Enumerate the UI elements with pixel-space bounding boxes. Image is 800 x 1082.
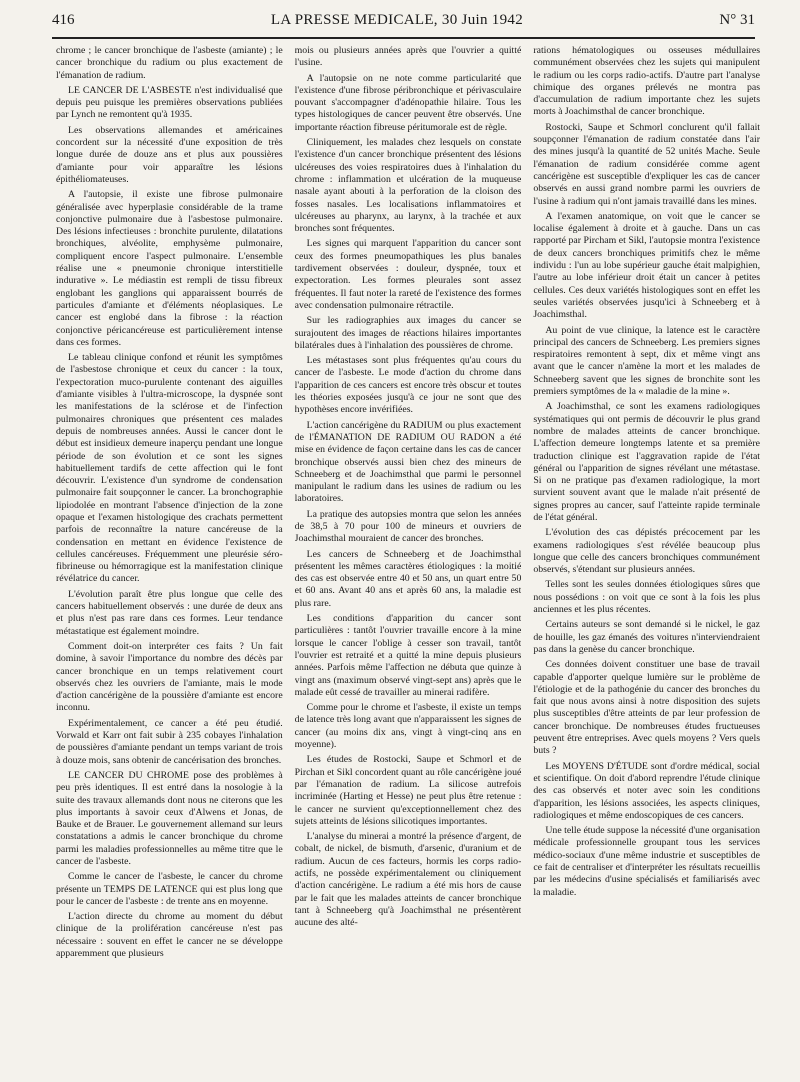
paragraph: Sur les radiographies aux images du cancer se surajoutent des images de réactions hilaires importantes bilatérales dues à l'inhalation des poussières de chrome. [294,315,522,351]
page-number: 416 [52,12,75,28]
paragraph: A l'autopsie, il existe une fibrose pulmonaire généralisée avec hyperplasie considérable de la trame conjonctive pulmonaire due à l'asbestose pulmonaire. Des lésions infectieuses : bronchite purulente, dilatations bronchiques, alvéolite, emphysème pulmonaire, compliquent encore l'aspect pulmonaire. L'ensemble réalise une « pneumonie chronique interstitielle indurative ». Le médiastin est rempli de tissu fibreux englobant les ganglions qui apparaissent bourrés de particules d'amiante et d'éléments néoplasiques. Le cancer est englobé dans la fibrose : la réaction conjonctive péricancéreuse est particulièrement intense dans ces formes. [56,189,283,348]
paragraph: Les métastases sont plus fréquentes qu'au cours du cancer de l'asbeste. Le mode d'action du chrome dans l'apparition de ces cancers est encore très obscur et toutes les théories exposées jusqu'à ce jour ne sont que des hypothèses encore invérifiées. [294,355,522,416]
article-body [56,45,760,1042]
paragraph: Telles sont les seules données étiologiques sûres que nous possédions : on voit que ce sont à la fois les plus anciennes et les plus récentes. [533,579,761,616]
paragraph: L'action cancérigène du RADIUM ou plus exactement de l'ÉMANATION DE RADIUM OU RADON a été mise en évidence de façon certaine dans les cas de cancer bronchique observés aussi bien chez des mineurs de Schneeberg et de Joachimsthal que parmi le personnel manipulant le radium dans les usines de radium ou les laboratoires. [294,419,522,505]
paragraph: Les signes qui marquent l'apparition du cancer sont ceux des formes pneumopathiques les plus banales tardivement observées : douleur, dyspnée, toux et expectoration. Les formes pleurales sont assez fréquentes. Il faut noter la rareté de l'existence des formes avec condensation pulmonaire rétractile. [294,238,522,311]
paragraph: Rostocki, Saupe et Schmorl conclurent qu'il fallait soupçonner l'émanation de radium constatée dans l'air des mines jusqu'à la quantité de 52 unités Mache. Seule l'émanation de radium considérée comme agent cancérigène est susceptible d'expliquer les cas de cancer observés en aussi grand nombre parmi les ouvriers de l'usine à radium qui n'ont jamais travaillé dans les mines. [533,121,761,207]
paragraph: Les conditions d'apparition du cancer sont particulières : tantôt l'ouvrier travaille encore à la mine lorsque le cancer l'oblige à cesser son travail, tantôt l'ouvrier est retraité et a quitté la mine depuis plusieurs années. Parfois même l'affection ne débuta que quinze à vingt ans (maximum observé vingt-sept ans) après que le malade eût cessé de travailler au minerai radifère. [294,613,522,698]
paragraph: Les cancers de Schneeberg et de Joachimsthal présentent les mêmes caractères étiologiques : la moitié des cas est observée entre 40 et 50 ans, un quart entre 50 et 60 ans. Avant 40 ans et après 60 ans, la maladie est plus rare. [294,548,522,609]
paragraph: La pratique des autopsies montra que selon les années de 38,5 à 70 pour 100 de mineurs et ouvriers de Joachimsthal mouraient de cancer des bronches. [294,508,522,545]
paragraph: Le tableau clinique confond et réunit les symptômes de l'asbestose chronique et ceux du cancer : la toux, l'expectoration muco-purulente contenant des aiguilles d'amiante visibles à l'ultra-microscope, la dyspnée sont les manifestations de la sclérose et de l'infection pulmonaires chroniques que présentent ces malades depuis de nombreuses années. Aussi le cancer dont le début est insidieux demeure inaperçu pendant une longue période de son évolution et ce sont les signes habituellement tardifs de cette affection qui le font découvrir. L'existence d'un syndrome de condensation pulmonaire fait soupçonner le cancer. La bronchographie lipiodolée en montrant l'absence d'injection de la zone opaque et l'examen histologique des crachats permettent parfois de reconnaître la nature cancéreuse de la condensation en mettant en évidence l'existence de cellules cancéreuses. Fréquemment une pleurésie séro-fibrineuse ou hémorragique est la manifestation clinique révélatrice du cancer. [56,352,283,585]
paragraph: Au point de vue clinique, la latence est le caractère principal des cancers de Schneeberg. Les premiers signes respiratoires remontent à sept, dix et même vingt ans avant que le cancer n'amène la mort et les malades de Schneeberg savent que les signes de bronchite sont les premiers symptômes de la « maladie de la mine ». [533,324,761,398]
paragraph: L'évolution des cas dépistés précocement par les examens radiologiques s'est révélée beaucoup plus longue que celle des cancers bronchiques communément observés, s'étendant sur plusieurs années. [533,527,761,576]
column-3 [533,45,760,1042]
journal-title: LA PRESSE MEDICALE, 30 Juin 1942 [270,12,524,28]
paragraph: Certains auteurs se sont demandé si le nickel, le gaz de houille, les gaz émanés des voitures n'interviendraient pas dans la genèse du cancer bronchique. [533,619,761,655]
issue-number: N° 31 [719,12,755,28]
paragraph: Les MOYENS D'ÉTUDE sont d'ordre médical, social et scientifique. On doit d'abord reprendre l'étude clinique des cas observés et noter avec soin les conditions d'apparition, les lésions associées, les aspects cliniques, radiologiques et même endoscopiques de ces cancers. [533,760,761,821]
column-1 [56,45,283,1042]
paragraph: rations hématologiques ou osseuses médullaires communément observées chez les sujets qui manipulent le radium ou les corps radio-actifs. D'autre part l'analyse chimique des organes prélevés ne montra pas d'accumulation de radium importante chez les sujets morts à Joachimsthal de cancer bronchique. [533,45,761,118]
header-rule [52,37,755,39]
paragraph: Comment doit-on interpréter ces faits ? Un fait domine, à savoir l'importance du nombre des décès par cancer bronchique en un temps relativement court observés chez les ouvriers de l'amiante, mais le mode d'action cancérigène de la poussière d'amiante est encore inconnu. [56,640,283,714]
paragraph: Comme le cancer de l'asbeste, le cancer du chrome présente un TEMPS DE LATENCE qui est plus long que pour le cancer de l'asbeste : de trente ans en moyenne. [56,871,283,907]
paragraph: L'action directe du chrome au moment du début clinique de la prolifération cancéreuse n'est pas nécessaire : souvent en effet le cancer ne se développe apparemment que plusieurs [56,911,283,960]
paragraph: LE CANCER DE L'ASBESTE n'est individualisé que depuis peu puisque les premières observations publiées par Lynch ne remontent qu'à 1935. [56,84,283,121]
paragraph: A l'autopsie on ne note comme particularité que l'existence d'une fibrose péribronchique et périvasculaire pouvant s'accompagner d'adénopathie hilaire. Tous les types histologiques de cancer peuvent être observés. Une importante réaction fibreuse péritumorale est de règle. [294,72,522,133]
paragraph: Les observations allemandes et américaines concordent sur la nécessité d'une exposition de très longue durée de douze ans et plus aux poussières d'amiante pour voir apparaître les lésions épithéliomateuses. [56,124,283,185]
paragraph: Les études de Rostocki, Saupe et Schmorl et de Pirchan et Sikl concordent quant au rôle cancérigène joué par l'émanation de radium. La silicose autrefois incriminée (Harting et Hesse) ne peut plus être retenue : le cancer ne survient qu'exceptionnellement chez des sujets atteints de lésions silicotiques importantes. [294,754,522,827]
column-2 [295,45,522,1042]
paragraph: A l'examen anatomique, on voit que le cancer se localise également à droite et à gauche. Dans un cas rapporté par Pircham et Sikl, l'autopsie montra l'existence de deux cancers bronchiques primitifs chez le même individu : l'un au lobe supérieur gauche était malpighien, l'autre au lobe inférieur droit était un cancer à petites cellules. Ces deux variétés histologiques sont en effet les seules variétés observées jusqu'ici à Schneeberg et à Joachimsthal. [533,210,761,321]
paragraph: LE CANCER DU CHROME pose des problèmes à peu près identiques. Il est entré dans la nosologie à la suite des travaux allemands dont nous ne citerons que les plus importants à savoir ceux d'Alwens et Jonas, de Bauke et de Brauer. Le gouvernement allemand sur leurs constatations a admis le cancer bronchique du chrome parmi les maladies professionnelles au même titre que le cancer de l'asbeste. [56,769,283,867]
paragraph: L'analyse du minerai a montré la présence d'argent, de cobalt, de nickel, de bismuth, d'arsenic, d'uranium et de radium. Aucun de ces facteurs, hormis les corps radio-actifs, ne possède expérimentalement ou cliniquement d'action cancérigène. Le radium a été mis hors de cause par le fait que les malades atteints de cancer bronchique tant à Schneeberg qu'à Joachimsthal ne présentèrent aucune des alté- [294,831,522,929]
paragraph: Une telle étude suppose la nécessité d'une organisation médicale professionnelle groupant tous les services médico-sociaux d'une même industrie et susceptibles de ce fait de centraliser et d'interpréter les résultats recueillis par les médecins d'usine spécialisés et familiarisés avec la maladie. [533,825,761,898]
paragraph: Cliniquement, les malades chez lesquels on constate l'existence d'un cancer bronchique présentent des lésions ulcéreuses des voies respiratoires dues à l'inhalation du chrome : inflammation et ulcération de la muqueuse nasale ayant abouti à la perforation de la cloison des fosses nasales. Les localisations inflammatoires et ulcéreuses au pharynx, au larynx, à la trachée et aux bronches sont fréquentes. [294,137,522,235]
paragraph: mois ou plusieurs années après que l'ouvrier a quitté l'usine. [294,45,522,69]
paragraph: Expérimentalement, ce cancer a été peu étudié. Vorwald et Karr ont fait subir à 235 cobayes l'inhalation de poussières d'amiante pendant un temps variant de trois à douze mois, sans obtenir de cancérisation des bronches. [56,717,283,766]
paragraph: Comme pour le chrome et l'asbeste, il existe un temps de latence très long avant que n'apparaissent les signes de cancer (au moins dix ans, vingt à vingt-cinq ans en moyenne). [294,702,522,751]
paragraph: Ces données doivent constituer une base de travail capable d'apporter quelque lumière sur le problème de l'étiologie et de la pathogénie du cancer des bronches du fait que nous avons ainsi à notre disposition des sujets plus susceptibles d'être atteints de par leur profession de cancer bronchique. De nombreuses études fructueuses peuvent être entreprises. Avec quels moyens ? Vers quels buts ? [533,659,761,757]
paragraph: L'évolution paraît être plus longue que celle des cancers habituellement observés : une durée de deux ans et plus n'est pas rare dans ces formes. Leur tendance métastatique est également moindre. [56,588,283,637]
paragraph: chrome ; le cancer bronchique de l'asbeste (amiante) ; le cancer bronchique du radium ou plus exactement de l'émanation de radium. [56,45,283,81]
paragraph: A Joachimsthal, ce sont les examens radiologiques systématiques qui ont permis de découvrir le plus grand nombre de malades atteints de cancer bronchique. L'affection demeure longtemps latente et sa première traduction clinique est l'aggravation rapide de l'état général ou l'apparition de signes révélant une métastase. Si on ne pratique pas d'examen radiologique, la mort survient souvent avant que le malade n'ait présenté de signes propres au cancer, sauf l'atteinte rapide terminale de l'état général. [533,401,761,523]
